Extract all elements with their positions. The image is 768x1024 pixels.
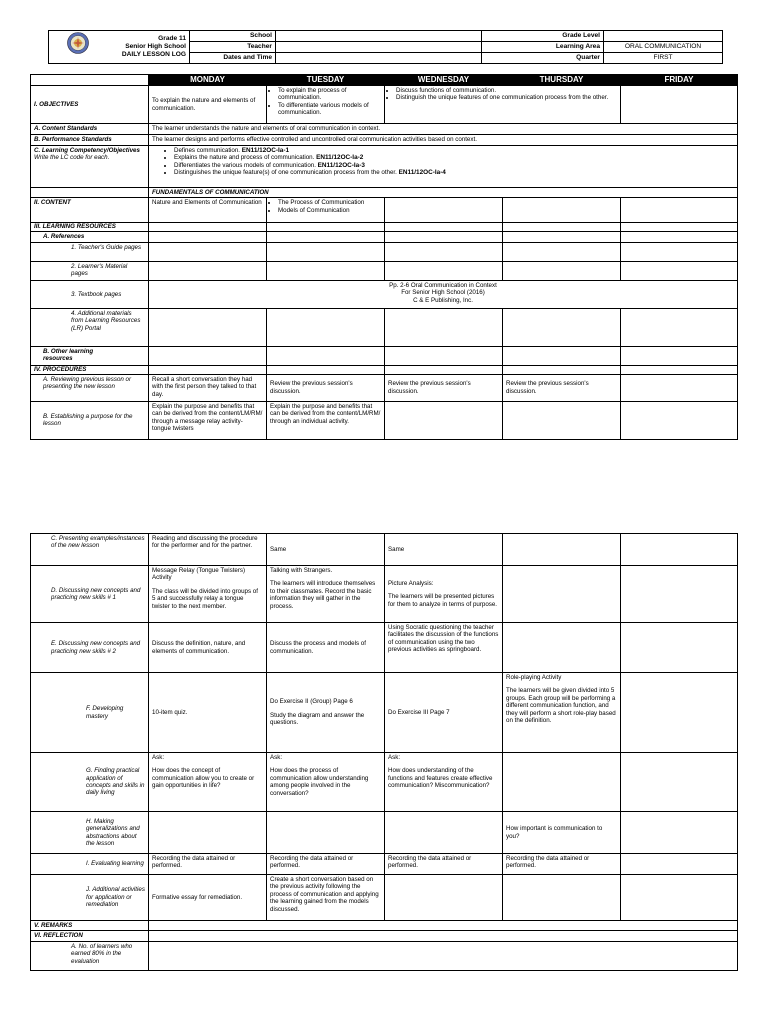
procedure-i-tuesday: Recording the data attained or performed. bbox=[267, 854, 385, 875]
learning-resources-label: III. LEARNING RESOURCES bbox=[31, 223, 149, 232]
school-field[interactable] bbox=[276, 31, 482, 42]
learners-material-row bbox=[31, 261, 738, 280]
performance-standards-row bbox=[31, 135, 738, 146]
procedure-d-monday: Message Relay (Tongue Twisters) Activity The class will be divided into groups of 5 and successfully relay a tongue twister to the next member. bbox=[149, 566, 267, 623]
procedure-i-label: I. Evaluating learning bbox=[31, 854, 149, 875]
procedure-c-row bbox=[31, 534, 738, 566]
procedure-f-monday: 10-item quiz. bbox=[149, 673, 267, 753]
day-tuesday: TUESDAY bbox=[267, 75, 385, 86]
procedure-f-row bbox=[31, 673, 738, 753]
header-table bbox=[48, 30, 723, 64]
doc-type-text: DAILY LESSON LOG bbox=[121, 51, 186, 58]
procedure-e-monday: Discuss the definition, nature, and elements of communication. bbox=[149, 623, 267, 673]
other-resources-label: B. Other learning resources bbox=[31, 346, 149, 365]
learning-resources-row bbox=[31, 223, 738, 232]
references-label: A. References bbox=[31, 232, 149, 242]
competency-item: • Differentiates the various models of communication. EN11/12OC-Ia-3 bbox=[174, 162, 734, 169]
day-friday: FRIDAY bbox=[621, 75, 738, 86]
quarter-value: FIRST bbox=[604, 53, 723, 64]
objectives-friday bbox=[621, 86, 738, 124]
header-title-cell bbox=[49, 31, 190, 64]
content-standards-text: The learner understands the nature and elements of oral communication in context. bbox=[149, 124, 738, 135]
procedure-f-wednesday: Do Exercise III Page 7 bbox=[385, 673, 503, 753]
remarks-row bbox=[31, 921, 738, 931]
remarks-label: V. REMARKS bbox=[31, 921, 149, 931]
objective-item: • To explain the process of communication. bbox=[278, 87, 381, 102]
reflection-row bbox=[31, 931, 738, 941]
lesson-log-table-1 bbox=[30, 74, 738, 440]
procedure-j-label: J. Additional activities for application or remediation bbox=[31, 875, 149, 921]
procedure-i-thursday: Recording the data attained or performed. bbox=[503, 854, 621, 875]
reflection-label: VI. REFLECTION bbox=[31, 931, 149, 941]
objective-item: • Distinguish the unique features of one communication process from the other. bbox=[396, 94, 617, 101]
procedure-i-row bbox=[31, 854, 738, 875]
reflection-a-label: A. No. of learners who earned 80% in the evaluation bbox=[31, 941, 149, 970]
competencies-row bbox=[31, 146, 738, 188]
procedure-e-label: E. Discussing new concepts and practicing new skills # 2 bbox=[31, 623, 149, 673]
procedure-a-thursday: Review the previous session's discussion. bbox=[503, 374, 621, 401]
teachers-guide-label: 1. Teacher's Guide pages bbox=[31, 242, 149, 261]
content-label: II. CONTENT bbox=[31, 198, 149, 223]
procedure-c-label: C. Presenting examples/instances of the new lesson bbox=[31, 534, 149, 566]
procedure-a-wednesday: Review the previous session's discussion. bbox=[385, 374, 503, 401]
day-thursday: THURSDAY bbox=[503, 75, 621, 86]
competencies-list bbox=[149, 146, 738, 188]
content-item: • Models of Communication bbox=[278, 207, 381, 214]
additional-materials-row bbox=[31, 308, 738, 346]
content-item: • The Process of Communication bbox=[278, 199, 381, 206]
learning-area-label: Learning Area bbox=[482, 42, 604, 53]
content-row bbox=[31, 198, 738, 223]
grade-text: Grade 11 bbox=[158, 35, 186, 42]
reflection-a-row bbox=[31, 941, 738, 970]
school-label: School bbox=[190, 31, 276, 42]
learners-material-label: 2. Learner's Material pages bbox=[31, 261, 149, 280]
procedure-d-wednesday: Picture Analysis: The learners will be presented pictures for them to analyze in terms of purpose. bbox=[385, 566, 503, 623]
teacher-label: Teacher bbox=[190, 42, 276, 53]
objectives-label: I. OBJECTIVES bbox=[31, 86, 149, 124]
grade-level-field[interactable] bbox=[604, 31, 723, 42]
procedures-row bbox=[31, 365, 738, 374]
procedure-j-monday: Formative essay for remediation. bbox=[149, 875, 267, 921]
procedure-a-monday: Recall a short conversation they had with the first person they talked to that day. bbox=[149, 374, 267, 401]
other-resources-row bbox=[31, 346, 738, 365]
procedure-c-monday: Reading and discussing the procedure for the performer and for the partner. bbox=[149, 534, 267, 566]
procedure-g-wednesday: Ask: How does understanding of the functions and features create effective communication? Miscommunication? bbox=[385, 753, 503, 812]
grade-level-label: Grade Level bbox=[482, 31, 604, 42]
teacher-field[interactable] bbox=[276, 42, 482, 53]
competencies-label-cell bbox=[31, 146, 149, 188]
competency-item: • Explains the nature and process of communication. EN11/12OC-Ia-2 bbox=[174, 154, 734, 161]
references-row bbox=[31, 232, 738, 242]
day-monday: MONDAY bbox=[149, 75, 267, 86]
procedure-g-label: G. Finding practical application of concepts and skills in daily living bbox=[31, 753, 149, 812]
content-monday: Nature and Elements of Communication bbox=[149, 198, 267, 223]
procedure-j-row bbox=[31, 875, 738, 921]
content-standards-label: A. Content Standards bbox=[31, 124, 149, 135]
procedure-e-row bbox=[31, 623, 738, 673]
procedure-b-row bbox=[31, 401, 738, 439]
objectives-tuesday bbox=[267, 86, 385, 124]
day-wednesday: WEDNESDAY bbox=[385, 75, 503, 86]
procedure-d-tuesday: Talking with Strangers. The learners will introduce themselves to their classmates. Record the basic information they will gather in the process. bbox=[267, 566, 385, 623]
textbook-row bbox=[31, 280, 738, 308]
procedure-i-wednesday: Recording the data attained or performed. bbox=[385, 854, 503, 875]
procedure-j-tuesday: Create a short conversation based on the previous activity following the process of communication and applying the learning gained from the models discussed. bbox=[267, 875, 385, 921]
objectives-monday: To explain the nature and elements of communication. bbox=[149, 86, 267, 124]
learning-area-value: ORAL COMMUNICATION bbox=[604, 42, 723, 53]
procedure-d-label: D. Discussing new concepts and practicing new skills # 1 bbox=[31, 566, 149, 623]
textbook-text: Pp. 2-6 Oral Communication in Context For Senior High School (2016) C & E Publishing, Inc. bbox=[149, 280, 738, 308]
day-header-row bbox=[31, 75, 738, 86]
procedure-f-thursday: Role-playing Activity The learners will be given divided into 5 groups. Each group will be performing a different communication function, and they will perform a short role-play based on the definition. bbox=[503, 673, 621, 753]
objectives-row bbox=[31, 86, 738, 124]
objective-item: • To differentiate various models of communication. bbox=[278, 102, 381, 117]
procedure-f-label: F. Developing mastery bbox=[31, 673, 149, 753]
textbook-label: 3. Textbook pages bbox=[31, 280, 149, 308]
teachers-guide-row bbox=[31, 242, 738, 261]
procedure-a-label: A. Reviewing previous lesson or presenting the new lesson bbox=[31, 374, 149, 401]
procedure-i-monday: Recording the data attained or performed. bbox=[149, 854, 267, 875]
procedure-h-label: H. Making generalizations and abstractions about the lesson bbox=[31, 812, 149, 854]
school-level-text: Senior High School bbox=[125, 43, 186, 50]
procedure-e-wednesday: Using Socratic questioning the teacher facilitates the discussion of the functions of communication using the two previous activities as springboard. bbox=[385, 623, 503, 673]
content-tuesday bbox=[267, 198, 385, 223]
procedure-b-monday: Explain the purpose and benefits that can be derived from the content/LM/RM/ through a message relay activity- tongue twisters bbox=[149, 401, 267, 439]
quarter-label: Quarter bbox=[482, 53, 604, 64]
competency-item: • Distinguishes the unique feature(s) of one communication process from the other. EN11/12OC-Ia-4 bbox=[174, 169, 734, 176]
content-heading-row bbox=[31, 188, 738, 198]
procedure-h-thursday: How important is communication to you? bbox=[503, 812, 621, 854]
procedure-a-row bbox=[31, 374, 738, 401]
procedure-a-tuesday: Review the previous session's discussion. bbox=[267, 374, 385, 401]
procedures-label: IV. PROCEDURES bbox=[31, 365, 149, 374]
objectives-wednesday bbox=[385, 86, 621, 124]
procedure-b-label: B. Establishing a purpose for the lesson bbox=[31, 401, 149, 439]
procedure-h-row bbox=[31, 812, 738, 854]
procedure-g-row bbox=[31, 753, 738, 812]
procedure-f-tuesday: Do Exercise II (Group) Page 6 Study the diagram and answer the questions. bbox=[267, 673, 385, 753]
competencies-sublabel: Write the LC code for each. bbox=[34, 154, 110, 162]
procedure-g-monday: Ask: How does the concept of communication allow you to create or gain opportunities in life? bbox=[149, 753, 267, 812]
procedure-c-wednesday: Same bbox=[385, 534, 503, 566]
dates-field[interactable] bbox=[276, 53, 482, 64]
content-heading: FUNDAMENTALS OF COMMUNICATION bbox=[149, 188, 738, 198]
procedure-d-row bbox=[31, 566, 738, 623]
performance-standards-text: The learner designs and performs effective controlled and uncontrolled oral communication activities based on context. bbox=[149, 135, 738, 146]
procedure-b-tuesday: Explain the purpose and benefits that can be derived from the content/LM/RM/ through an individual activity. bbox=[267, 401, 385, 439]
competency-item: • Defines communication. EN11/12OC-Ia-1 bbox=[174, 147, 734, 154]
objective-item: • Discuss functions of communication. bbox=[396, 87, 617, 94]
procedure-g-tuesday: Ask: How does the process of communication allow understanding among people involved in the conversation? bbox=[267, 753, 385, 812]
performance-standards-label: B. Performance Standards bbox=[31, 135, 149, 146]
dates-label: Dates and Time bbox=[190, 53, 276, 64]
lesson-log-table-2 bbox=[30, 533, 738, 971]
procedure-c-tuesday: Same bbox=[267, 534, 385, 566]
additional-materials-label: 4. Additional materials from Learning Resources (LR) Portal bbox=[31, 308, 149, 346]
procedure-e-tuesday: Discuss the process and models of communication. bbox=[267, 623, 385, 673]
competencies-label: C. Learning Competency/Objectives bbox=[34, 147, 140, 154]
content-standards-row bbox=[31, 124, 738, 135]
